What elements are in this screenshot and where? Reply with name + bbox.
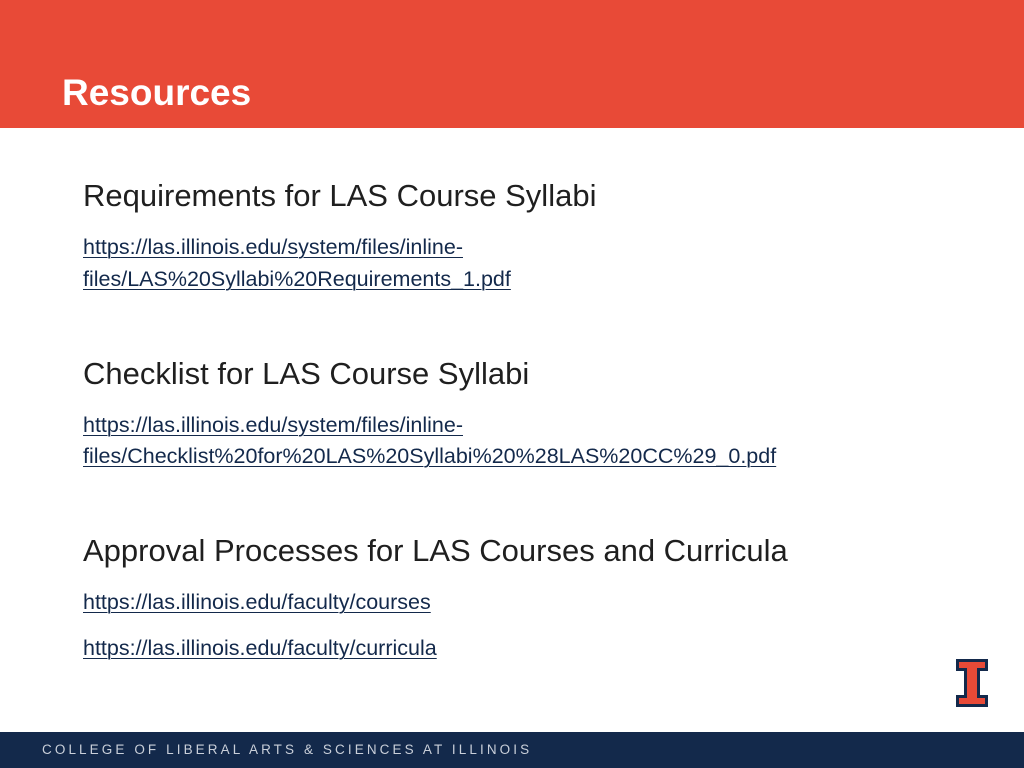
slide-title: Resources <box>62 72 252 113</box>
link-syllabi-checklist-line-1[interactable]: https://las.illinois.edu/system/files/inline- <box>83 413 463 437</box>
section-heading-syllabi-checklist: Checklist for LAS Course Syllabi <box>83 356 530 391</box>
link-faculty-courses[interactable]: https://las.illinois.edu/faculty/courses <box>83 590 431 614</box>
link-syllabi-requirements-line-1[interactable]: https://las.illinois.edu/system/files/inline- <box>83 235 463 259</box>
section-heading-approval-processes: Approval Processes for LAS Courses and Curricula <box>83 533 788 568</box>
footer-college-name: COLLEGE OF LIBERAL ARTS & SCIENCES AT ILLINOIS <box>42 742 533 757</box>
header-bar <box>0 0 1024 128</box>
footer-bar <box>0 732 1024 768</box>
block-i-logo-icon <box>954 657 990 709</box>
section-heading-syllabi-requirements: Requirements for LAS Course Syllabi <box>83 178 597 213</box>
link-syllabi-requirements-line-2[interactable]: files/LAS%20Syllabi%20Requirements_1.pdf <box>83 267 511 291</box>
link-faculty-curricula[interactable]: https://las.illinois.edu/faculty/curricula <box>83 636 437 660</box>
link-syllabi-checklist-line-2[interactable]: files/Checklist%20for%20LAS%20Syllabi%20%28LAS%20CC%29_0.pdf <box>83 444 777 468</box>
